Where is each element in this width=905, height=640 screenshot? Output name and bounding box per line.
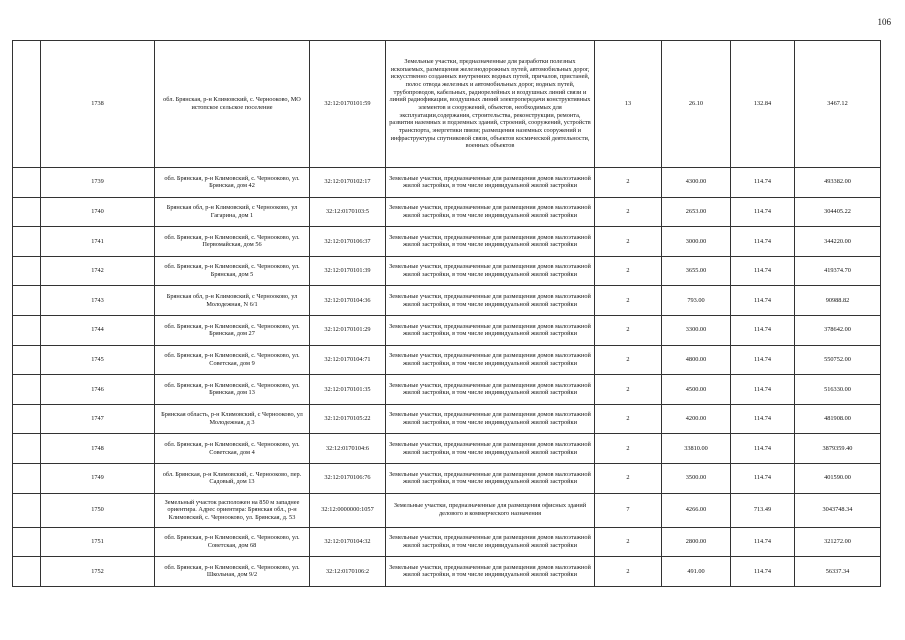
area-cell: 4800.00 bbox=[662, 345, 731, 375]
area-cell: 3300.00 bbox=[662, 315, 731, 345]
table-row bbox=[13, 345, 881, 375]
cadastral-number-cell: 32:12:0170104:71 bbox=[310, 345, 386, 375]
address-cell: Брянская область, р-н Климовский, с Чернооково, ул Молодежная, д 3 bbox=[155, 404, 310, 434]
group-cell: 2 bbox=[595, 557, 662, 587]
address-cell: обл. Брянская, р-н Климовский, с. Чернооково, ул. Брянская, дом 42 bbox=[155, 168, 310, 198]
specific-value-cell: 713.49 bbox=[731, 493, 795, 527]
table-row bbox=[13, 227, 881, 257]
row-number: 1750 bbox=[41, 493, 155, 527]
specific-value-cell: 114.74 bbox=[731, 404, 795, 434]
cadastral-number-cell: 32:12:0170106:2 bbox=[310, 557, 386, 587]
area-cell: 4200.00 bbox=[662, 404, 731, 434]
cadastral-value-cell: 3879359.40 bbox=[795, 434, 881, 464]
group-cell: 13 bbox=[595, 41, 662, 168]
address-cell: обл. Брянская, р-н Климовский, с. Чернооково, МО истопское сельское поселение bbox=[155, 41, 310, 168]
cadastral-number-cell: 32:12:0170104:36 bbox=[310, 286, 386, 316]
land-use-cell: Земельные участки, предназначенные для размещения домов малоэтажной жилой застройки, в том числе индивидуальной жилой застройки bbox=[386, 434, 595, 464]
address-cell: Брянская обл, р-н Климовский, с Чернооково, ул Гагарина, дом 1 bbox=[155, 197, 310, 227]
cadastral-value-cell: 401590.00 bbox=[795, 463, 881, 493]
blank-cell bbox=[13, 463, 41, 493]
table-row bbox=[13, 375, 881, 405]
area-cell: 3500.00 bbox=[662, 463, 731, 493]
land-use-cell: Земельные участки, предназначенные для размещения домов малоэтажной жилой застройки, в том числе индивидуальной жилой застройки bbox=[386, 256, 595, 286]
land-use-cell: Земельные участки, предназначенные для разработки полезных ископаемых, размещения железнодорожных путей, автомобильных дорог, искусственно созданных внутренних водных путей, причалов, пристаней, полос отвода железных и автомобильных дорог, водных путей, трубопроводов, кабельных, радиорелейных и воздушных линий связи и линий радиофикации, воздушных линий электропередачи конструктивных элементов и сооружений, объектов, необходимых для эксплуатации,содержания, строительства, реконструкции, ремонта, развития наземных и подземных зданий, строений, сооружений, устройств транспорта, энергетики пвязи; размещения наземных сооружений и инфраструктуры спутниковой связи, объектов космической деятельности, военных объектов bbox=[386, 41, 595, 168]
cadastral-value-cell: 321272.00 bbox=[795, 527, 881, 557]
land-use-cell: Земельные участки, предназначенные для размещения домов малоэтажной жилой застройки, в том числе индивидуальной жилой застройки bbox=[386, 227, 595, 257]
table-row bbox=[13, 286, 881, 316]
land-use-cell: Земельные участки, предназначенные для размещения офисных зданий делового и коммерческого назначения bbox=[386, 493, 595, 527]
blank-cell bbox=[13, 256, 41, 286]
cadastral-number-cell: 32:12:0170105:22 bbox=[310, 404, 386, 434]
area-cell: 793.00 bbox=[662, 286, 731, 316]
row-number: 1742 bbox=[41, 256, 155, 286]
land-use-cell: Земельные участки, предназначенные для размещения домов малоэтажной жилой застройки, в том числе индивидуальной жилой застройки bbox=[386, 286, 595, 316]
area-cell: 4300.00 bbox=[662, 168, 731, 198]
cadastral-value-cell: 550752.00 bbox=[795, 345, 881, 375]
specific-value-cell: 114.74 bbox=[731, 557, 795, 587]
cadastral-value-cell: 304405.22 bbox=[795, 197, 881, 227]
specific-value-cell: 132.84 bbox=[731, 41, 795, 168]
specific-value-cell: 114.74 bbox=[731, 227, 795, 257]
specific-value-cell: 114.74 bbox=[731, 527, 795, 557]
specific-value-cell: 114.74 bbox=[731, 168, 795, 198]
row-number: 1745 bbox=[41, 345, 155, 375]
area-cell: 26.10 bbox=[662, 41, 731, 168]
land-use-cell: Земельные участки, предназначенные для размещения домов малоэтажной жилой застройки, в том числе индивидуальной жилой застройки bbox=[386, 404, 595, 434]
group-cell: 2 bbox=[595, 375, 662, 405]
address-cell: обл. Брянская, р-н Климовский, с. Чернооково, пер. Садовый, дом 13 bbox=[155, 463, 310, 493]
blank-cell bbox=[13, 434, 41, 464]
row-number: 1752 bbox=[41, 557, 155, 587]
address-cell: обл. Брянская, р-н Климовский, с. Чернооково, ул. Брянская, дом 27 bbox=[155, 315, 310, 345]
land-use-cell: Земельные участки, предназначенные для размещения домов малоэтажной жилой застройки, в том числе индивидуальной жилой застройки bbox=[386, 527, 595, 557]
cadastral-value-cell: 90988.82 bbox=[795, 286, 881, 316]
blank-cell bbox=[13, 375, 41, 405]
cadastral-number-cell: 32:12:0170104:6 bbox=[310, 434, 386, 464]
row-number: 1740 bbox=[41, 197, 155, 227]
cadastral-value-cell: 56337.34 bbox=[795, 557, 881, 587]
address-cell: обл. Брянская, р-н Климовский, с. Чернооково, ул. Первомайская, дом 56 bbox=[155, 227, 310, 257]
area-cell: 491.00 bbox=[662, 557, 731, 587]
table-row bbox=[13, 197, 881, 227]
group-cell: 2 bbox=[595, 527, 662, 557]
specific-value-cell: 114.74 bbox=[731, 197, 795, 227]
cadastral-number-cell: 32:12:0170101:35 bbox=[310, 375, 386, 405]
group-cell: 2 bbox=[595, 345, 662, 375]
blank-cell bbox=[13, 286, 41, 316]
address-cell: обл. Брянская, р-н Климовский, с. Чернооково, ул. Советская, дом 4 bbox=[155, 434, 310, 464]
table-row bbox=[13, 434, 881, 464]
row-number: 1744 bbox=[41, 315, 155, 345]
table-row bbox=[13, 493, 881, 527]
land-use-cell: Земельные участки, предназначенные для размещения домов малоэтажной жилой застройки, в том числе индивидуальной жилой застройки bbox=[386, 315, 595, 345]
address-cell: Брянская обл, р-н Климовский, с Чернооково, ул Молодежная, N 6/1 bbox=[155, 286, 310, 316]
cadastral-number-cell: 32:12:0170106:37 bbox=[310, 227, 386, 257]
cadastral-number-cell: 32:12:0170101:29 bbox=[310, 315, 386, 345]
specific-value-cell: 114.74 bbox=[731, 375, 795, 405]
row-number: 1746 bbox=[41, 375, 155, 405]
cadastral-value-cell: 3467.12 bbox=[795, 41, 881, 168]
group-cell: 7 bbox=[595, 493, 662, 527]
area-cell: 3000.00 bbox=[662, 227, 731, 257]
group-cell: 2 bbox=[595, 315, 662, 345]
land-use-cell: Земельные участки, предназначенные для размещения домов малоэтажной жилой застройки, в том числе индивидуальной жилой застройки bbox=[386, 168, 595, 198]
specific-value-cell: 114.74 bbox=[731, 315, 795, 345]
land-use-cell: Земельные участки, предназначенные для размещения домов малоэтажной жилой застройки, в том числе индивидуальной жилой застройки bbox=[386, 463, 595, 493]
cadastral-value-cell: 419374.70 bbox=[795, 256, 881, 286]
specific-value-cell: 114.74 bbox=[731, 434, 795, 464]
table-row bbox=[13, 404, 881, 434]
land-use-cell: Земельные участки, предназначенные для размещения домов малоэтажной жилой застройки, в том числе индивидуальной жилой застройки bbox=[386, 557, 595, 587]
address-cell: обл. Брянская, р-н Климовский, с. Чернооково, ул. Советская, дом 68 bbox=[155, 527, 310, 557]
specific-value-cell: 114.74 bbox=[731, 463, 795, 493]
table-row bbox=[13, 557, 881, 587]
area-cell: 2800.00 bbox=[662, 527, 731, 557]
row-number: 1739 bbox=[41, 168, 155, 198]
address-cell: обл. Брянская, р-н Климовский, с. Чернооково, ул. Брянская, дом 13 bbox=[155, 375, 310, 405]
cadastral-number-cell: 32:12:0170103:5 bbox=[310, 197, 386, 227]
group-cell: 2 bbox=[595, 404, 662, 434]
table-row bbox=[13, 256, 881, 286]
cadastral-number-cell: 32:12:0170104:32 bbox=[310, 527, 386, 557]
group-cell: 2 bbox=[595, 286, 662, 316]
cadastral-value-cell: 481908.00 bbox=[795, 404, 881, 434]
specific-value-cell: 114.74 bbox=[731, 345, 795, 375]
group-cell: 2 bbox=[595, 434, 662, 464]
row-number: 1747 bbox=[41, 404, 155, 434]
cadastral-value-table bbox=[12, 40, 881, 587]
blank-cell bbox=[13, 315, 41, 345]
blank-cell bbox=[13, 227, 41, 257]
cadastral-value-cell: 344220.00 bbox=[795, 227, 881, 257]
cadastral-value-cell: 3043748.34 bbox=[795, 493, 881, 527]
blank-cell bbox=[13, 493, 41, 527]
land-use-cell: Земельные участки, предназначенные для размещения домов малоэтажной жилой застройки, в том числе индивидуальной жилой застройки bbox=[386, 197, 595, 227]
cadastral-number-cell: 32:12:0170102:17 bbox=[310, 168, 386, 198]
land-use-cell: Земельные участки, предназначенные для размещения домов малоэтажной жилой застройки, в том числе индивидуальной жилой застройки bbox=[386, 345, 595, 375]
specific-value-cell: 114.74 bbox=[731, 256, 795, 286]
blank-cell bbox=[13, 527, 41, 557]
group-cell: 2 bbox=[595, 197, 662, 227]
row-number: 1741 bbox=[41, 227, 155, 257]
group-cell: 2 bbox=[595, 168, 662, 198]
specific-value-cell: 114.74 bbox=[731, 286, 795, 316]
area-cell: 33810.00 bbox=[662, 434, 731, 464]
blank-cell bbox=[13, 168, 41, 198]
blank-cell bbox=[13, 557, 41, 587]
cadastral-number-cell: 32:12:0000000:1057 bbox=[310, 493, 386, 527]
blank-cell bbox=[13, 404, 41, 434]
blank-cell bbox=[13, 197, 41, 227]
row-number: 1749 bbox=[41, 463, 155, 493]
page-number: 106 bbox=[877, 17, 891, 27]
table-row bbox=[13, 315, 881, 345]
row-number: 1738 bbox=[41, 41, 155, 168]
group-cell: 2 bbox=[595, 463, 662, 493]
cadastral-value-cell: 516330.00 bbox=[795, 375, 881, 405]
area-cell: 2653.00 bbox=[662, 197, 731, 227]
group-cell: 2 bbox=[595, 227, 662, 257]
blank-cell bbox=[13, 345, 41, 375]
address-cell: обл. Брянская, р-н Климовский, с. Чернооково, ул. Брянская, дом 5 bbox=[155, 256, 310, 286]
address-cell: Земельный участок расположен на 850 м западнее ориентира. Адрес ориентира: Брянская обл., р-н Климовский, с. Чернооково, ул. Брянская, д. 53 bbox=[155, 493, 310, 527]
row-number: 1751 bbox=[41, 527, 155, 557]
table-row bbox=[13, 463, 881, 493]
row-number: 1743 bbox=[41, 286, 155, 316]
area-cell: 4500.00 bbox=[662, 375, 731, 405]
area-cell: 4266.00 bbox=[662, 493, 731, 527]
table-row bbox=[13, 168, 881, 198]
area-cell: 3655.00 bbox=[662, 256, 731, 286]
cadastral-number-cell: 32:12:0170101:59 bbox=[310, 41, 386, 168]
land-use-cell: Земельные участки, предназначенные для размещения домов малоэтажной жилой застройки, в том числе индивидуальной жилой застройки bbox=[386, 375, 595, 405]
address-cell: обл. Брянская, р-н Климовский, с. Чернооково, ул. Школьная, дом 9/2 bbox=[155, 557, 310, 587]
cadastral-number-cell: 32:12:0170101:39 bbox=[310, 256, 386, 286]
cadastral-number-cell: 32:12:0170106:76 bbox=[310, 463, 386, 493]
address-cell: обл. Брянская, р-н Климовский, с. Чернооково, ул. Советская, дом 9 bbox=[155, 345, 310, 375]
row-number: 1748 bbox=[41, 434, 155, 464]
cadastral-value-cell: 493382.00 bbox=[795, 168, 881, 198]
group-cell: 2 bbox=[595, 256, 662, 286]
table-row bbox=[13, 41, 881, 168]
blank-cell bbox=[13, 41, 41, 168]
table-row bbox=[13, 527, 881, 557]
cadastral-value-cell: 378642.00 bbox=[795, 315, 881, 345]
